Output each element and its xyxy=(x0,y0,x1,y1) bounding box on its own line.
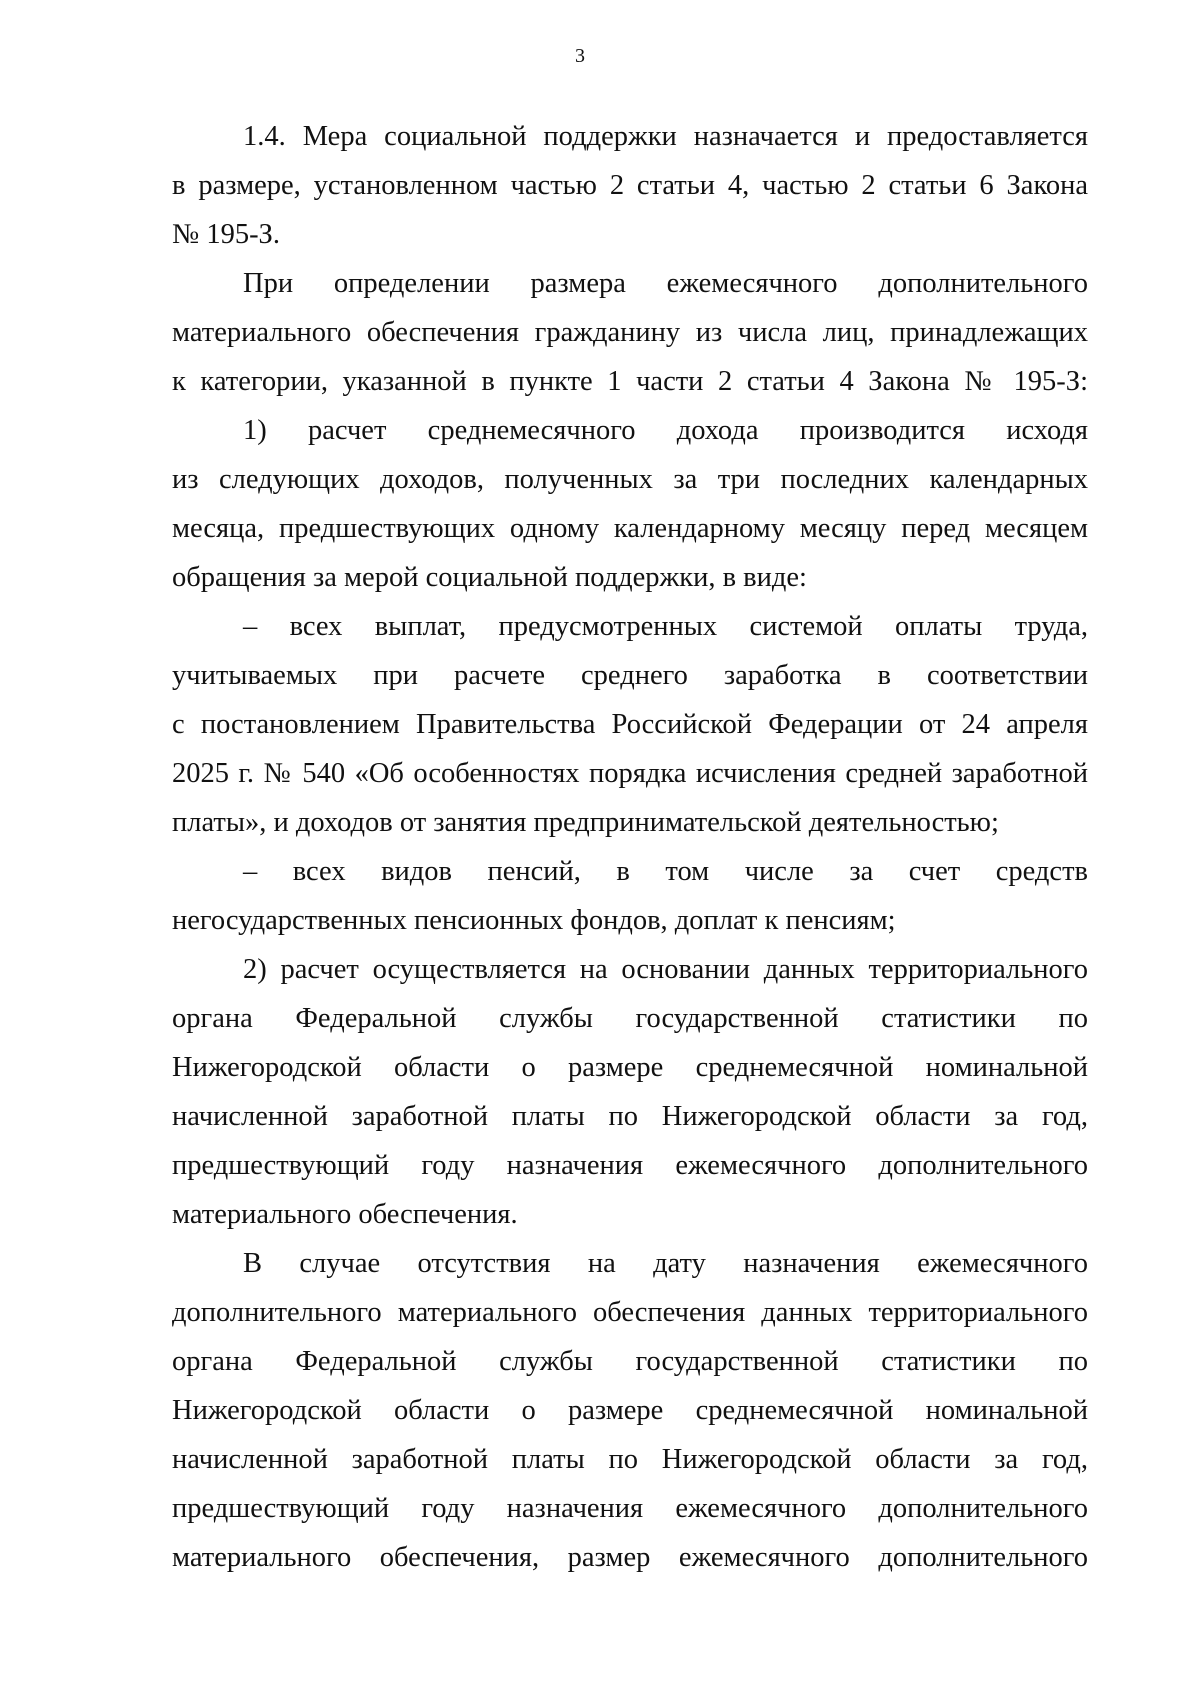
text-line: 2) расчет осуществляется на основании данных территориального xyxy=(243,954,1088,985)
text-line: – всех видов пенсий, в том числе за счет средств xyxy=(243,856,1088,887)
page-number: 3 xyxy=(575,45,585,67)
text-line: с постановлением Правительства Российской Федерации от 24 апреля xyxy=(172,709,1088,740)
text-line: обращения за мерой социальной поддержки, в виде: xyxy=(172,562,807,593)
text-line: предшествующий году назначения ежемесячного дополнительного xyxy=(172,1150,1088,1181)
text-line: При определении размера ежемесячного дополнительного xyxy=(243,268,1088,299)
text-line: начисленной заработной платы по Нижегородской области за год, xyxy=(172,1101,1088,1132)
text-line: В случае отсутствия на дату назначения ежемесячного xyxy=(243,1248,1088,1279)
text-line: к категории, указанной в пункте 1 части 2 статьи 4 Закона № 195-З: xyxy=(172,366,1088,397)
text-line: месяца, предшествующих одному календарному месяцу перед месяцем xyxy=(172,513,1088,544)
text-line: 1) расчет среднемесячного дохода производится исходя xyxy=(243,415,1088,446)
text-line: учитываемых при расчете среднего заработка в соответствии xyxy=(172,660,1088,691)
text-line: 2025 г. № 540 «Об особенностях порядка исчисления средней заработной xyxy=(172,758,1088,789)
text-line: материального обеспечения гражданину из числа лиц, принадлежащих xyxy=(172,317,1088,348)
text-line: органа Федеральной службы государственной статистики по xyxy=(172,1003,1088,1034)
text-line: органа Федеральной службы государственной статистики по xyxy=(172,1346,1088,1377)
text-line: № 195-З. xyxy=(172,219,280,250)
text-line: материального обеспечения, размер ежемесячного дополнительного xyxy=(172,1542,1088,1573)
text-line: 1.4. Мера социальной поддержки назначается и предоставляется xyxy=(243,121,1088,152)
text-line: Нижегородской области о размере среднемесячной номинальной xyxy=(172,1395,1088,1426)
text-line: дополнительного материального обеспечения данных территориального xyxy=(172,1297,1088,1328)
text-line: негосударственных пенсионных фондов, доплат к пенсиям; xyxy=(172,905,896,936)
text-line: в размере, установленном частью 2 статьи 4, частью 2 статьи 6 Закона xyxy=(172,170,1088,201)
text-line: платы», и доходов от занятия предпринимательской деятельностью; xyxy=(172,807,999,838)
text-line: предшествующий году назначения ежемесячного дополнительного xyxy=(172,1493,1088,1524)
text-line: – всех выплат, предусмотренных системой оплаты труда, xyxy=(243,611,1088,642)
text-line: из следующих доходов, полученных за три последних календарных xyxy=(172,464,1088,495)
text-line: Нижегородской области о размере среднемесячной номинальной xyxy=(172,1052,1088,1083)
text-line: материального обеспечения. xyxy=(172,1199,518,1230)
document-body xyxy=(172,112,1088,1582)
text-line: начисленной заработной платы по Нижегородской области за год, xyxy=(172,1444,1088,1475)
